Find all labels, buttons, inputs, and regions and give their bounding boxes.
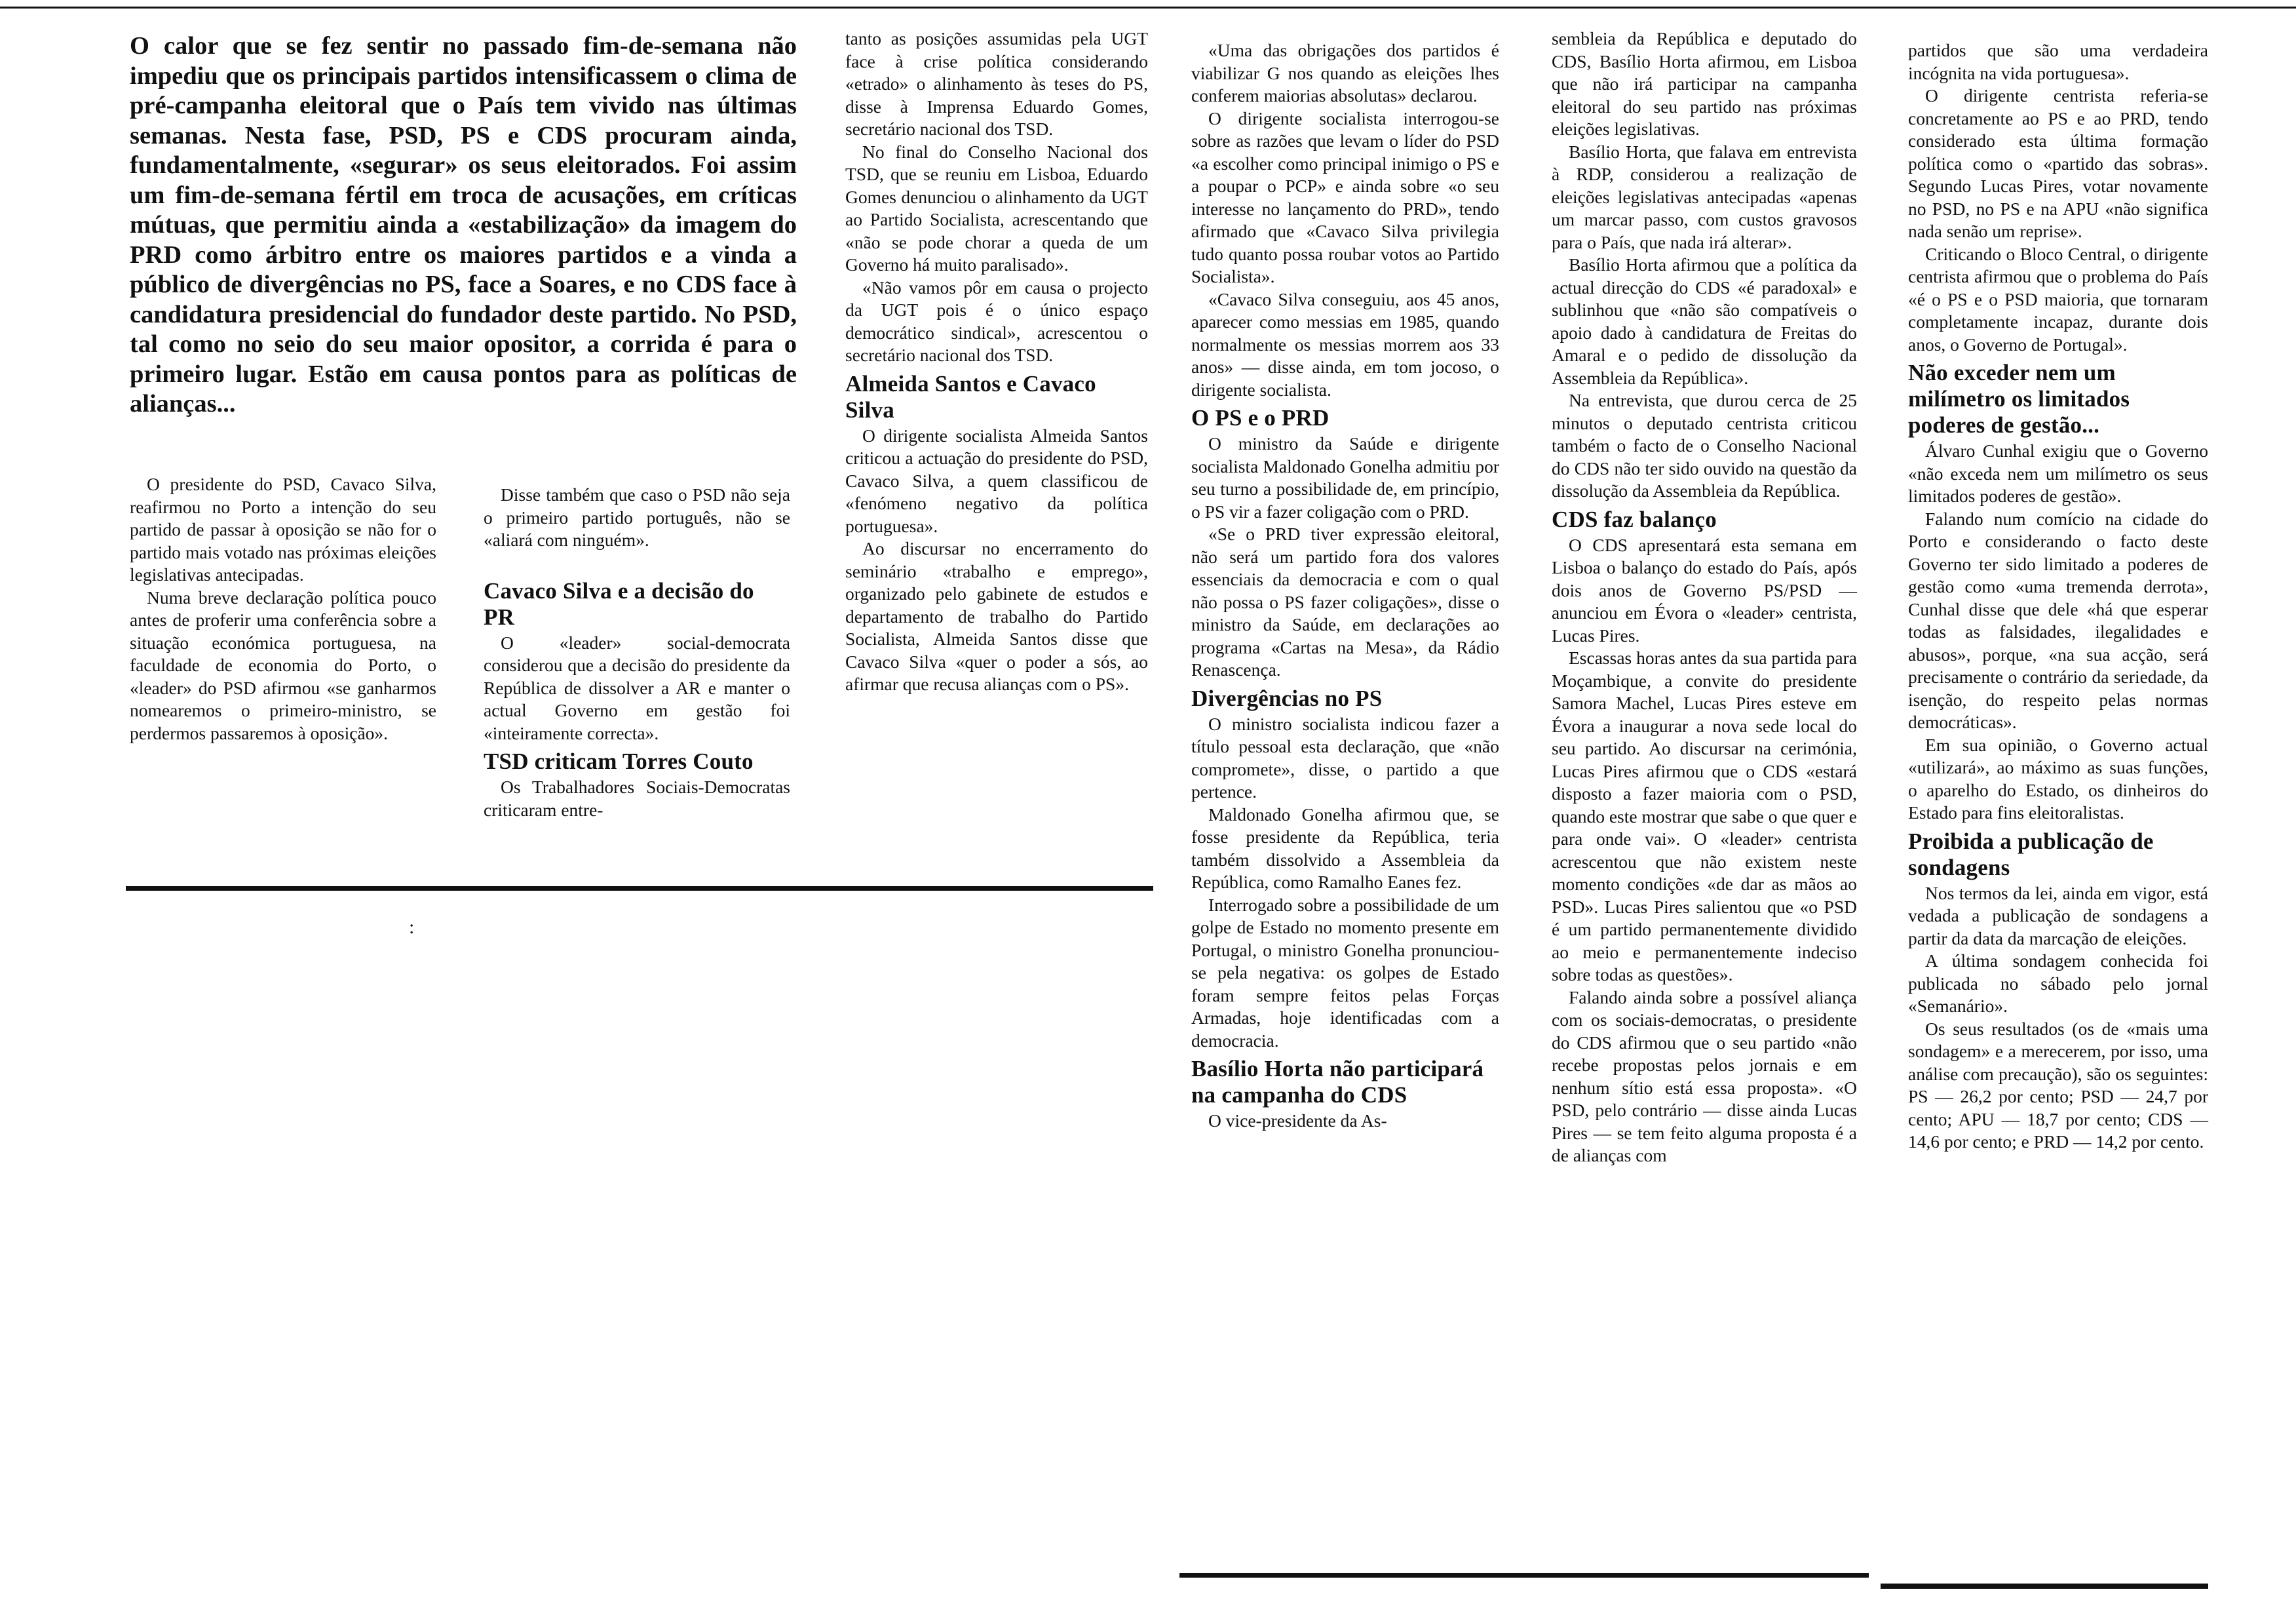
paragraph: Falando num comício na cidade do Porto e considerando o facto deste Governo ter sido limitado a poderes de gestão como «uma tremenda derrota», Cunhal disse que dele «há que esperar todas as falsidades, ilegalidades e abusos», porque, «na sua acção, será precisamente o contrário da seriedade, da isenção, do respeito pelas normas democráticas».	[1908, 508, 2208, 732]
column-rule-left	[126, 886, 1153, 891]
section-heading: Divergências no PS	[1191, 685, 1383, 711]
paragraph: Os seus resultados (os de «mais uma sondagem» e a merecerem, por isso, uma análise com precaução), são os seguintes: PS — 26,2 por cento; PSD — 24,7 por cento; APU — 18,7 por cento; CDS — 14,6 por cento; e PRD — 14,2 por cento.	[1908, 1018, 2208, 1152]
section-heading: Basílio Horta não participará na campanha do CDS	[1191, 1056, 1484, 1108]
section-heading: Cavaco Silva e a decisão do PR	[484, 577, 754, 630]
paragraph: A última sondagem conhecida foi publicada no sábado pelo jornal «Semanário».	[1908, 950, 2208, 1016]
article-lead: O calor que se fez sentir no passado fim-de-semana não impediu que os principais partidos intensificassem o clima de pré-campanha eleitoral que o País tem vivido nas últimas semanas. Nesta fase, PSD, PS e CDS procuram ainda, fundamentalmente, «segurar» os seus eleitorados. Foi assim um fim-de-semana fértil em troca de acusações, em críticas mútuas, que permitiu ainda a «estabilização» da imagem do PRD como árbitro entre os maiores partidos e a vinda a público de divergências no PS, face a Soares, e no CDS face à candidatura presidencial do fundador deste partido. No PSD, tal como no seio do seu maior opositor, a corrida é para o primeiro lugar. Estão em causa pontos para as políticas de alianças...	[130, 32, 797, 418]
stray-mark: :	[409, 916, 415, 938]
column-2	[484, 484, 790, 821]
paragraph: O vice-presidente da As-	[1208, 1110, 1387, 1131]
paragraph: Nos termos da lei, ainda em vigor, está vedada a publicação de sondagens a partir da data da marcação de eleições.	[1908, 882, 2208, 948]
paragraph: «Não vamos pôr em causa o projecto da UGT pois é o único espaço democrático sindical», acrescentou o secretário nacional dos TSD.	[845, 277, 1148, 365]
section-heading: Proibida a publicação de sondagens	[1908, 828, 2154, 880]
paragraph: O dirigente socialista interrogou-se sobre as razões que levam o líder do PSD «a escolher como principal inimigo o PS e a poupar o PCP» e ainda sobre «o seu interesse no lançamento do PRD», tendo afirmado que «Cavaco Silva privilegia tudo quanto possa roubar votos ao Partido Socialista».	[1191, 107, 1499, 286]
paragraph: «Cavaco Silva conseguiu, aos 45 anos, aparecer como messias em 1985, quando normalmente os messias morrem aos 33 anos» — disse ainda, em tom jocoso, o dirigente socialista.	[1191, 288, 1499, 400]
section-heading: Almeida Santos e Cavaco Silva	[845, 370, 1096, 423]
column-1	[130, 473, 436, 745]
paragraph: tanto as posições assumidas pela UGT face à crise política considerando «etrado» o alinhamento às teses do PS, disse à Imprensa Eduardo Gomes, secretário nacional dos TSD.	[845, 28, 1148, 139]
column-rule-center	[1179, 1573, 1869, 1578]
paragraph: «Uma das obrigações dos partidos é viabilizar G nos quando as eleições lhes conferem maiorias absolutas» declarou.	[1191, 40, 1499, 106]
paragraph: «Se o PRD tiver expressão eleitoral, não será um partido fora dos valores essenciais da democracia e com o qual não possa o PS fazer coligações», disse o ministro da Saúde, em declarações ao programa «Cartas na Mesa», da Rádio Renascença.	[1191, 524, 1499, 680]
paragraph: Escassas horas antes da sua partida para Moçambique, a convite do presidente Samora Machel, Lucas Pires esteve em Évora a inaugurar a nova sede local do seu partido. Ao discursar na cerimónia, Lucas Pires afirmou que o CDS «estará disposto a fazer maioria com o PSD, quando este mostrar que sabe o que quer e para onde vai». O «leader» centrista acrescentou que não existem neste momento condições «de dar as mãos ao PSD». Lucas Pires salientou que «o PSD é um partido permanentemente dividido ao meio e permanentemente indeciso sobre todas as questões».	[1552, 648, 1857, 984]
column-3	[845, 28, 1148, 696]
paragraph: Falando ainda sobre a possível aliança com os sociais-democratas, o presidente do CDS afirmou que o seu partido «não recebe propostas pelos jornais e em nenhum sítio está essa proposta». «O PSD, pelo contrário — disse ainda Lucas Pires — se tem feito alguma proposta é a de alianças com	[1552, 986, 1857, 1165]
section-heading: Não exceder nem um milímetro os limitados poderes de gestão...	[1908, 360, 2130, 438]
paragraph: Basílio Horta, que falava em entrevista à RDP, considerou a realização de eleições legislativas antecipadas «apenas um marcar passo, com custos gravosos para o País, que nada irá alterar».	[1552, 141, 1857, 252]
section-heading: O PS e o PRD	[1191, 405, 1330, 431]
paragraph: Os Trabalhadores Sociais-Democratas criticaram entre-	[484, 777, 790, 820]
column-4	[1191, 39, 1499, 1133]
paragraph: Maldonado Gonelha afirmou que, se fosse presidente da República, teria também dissolvido a Assembleia da República, como Ramalho Eanes fez.	[1191, 804, 1499, 892]
paragraph: O dirigente socialista Almeida Santos criticou a actuação do presidente do PSD, Cavaco Silva, a quem classificou de «fenómeno negativo da política portuguesa».	[845, 425, 1148, 536]
section-heading: CDS faz balanço	[1552, 506, 1717, 532]
paragraph: Disse também que caso o PSD não seja o primeiro partido português, não se «aliará com ninguém».	[484, 484, 790, 550]
column-5	[1552, 28, 1857, 1167]
paragraph: Álvaro Cunhal exigiu que o Governo «não exceda nem um milímetro os seus limitados poderes de gestão».	[1908, 440, 2208, 506]
column-rule-right	[1881, 1584, 2208, 1589]
paragraph: Interrogado sobre a possibilidade de um golpe de Estado no momento presente em Portugal, o ministro Gonelha pronunciou-se pela negativa: os golpes de Estado foram sempre feitos pelas Forças Armadas, hoje identificadas com a democracia.	[1191, 894, 1499, 1051]
section-heading: TSD criticam Torres Couto	[484, 749, 754, 774]
paragraph: Na entrevista, que durou cerca de 25 minutos o deputado centrista criticou também o facto de o Conselho Nacional do CDS não ter sido ouvido na questão da dissolução da Assembleia da República.	[1552, 390, 1857, 501]
paragraph: O «leader» social-democrata considerou que a decisão do presidente da República de dissolver a AR e manter o actual Governo em gestão foi «inteiramente correcta».	[484, 632, 790, 743]
paragraph: O CDS apresentará esta semana em Lisboa o balanço do estado do País, após dois anos de Governo PS/PSD — anunciou em Évora o «leader» centrista, Lucas Pires.	[1552, 534, 1857, 646]
paragraph: sembleia da República e deputado do CDS, Basílio Horta afirmou, em Lisboa que não irá participar na campanha eleitoral do seu partido nas próximas eleições legislativas.	[1552, 28, 1857, 139]
column-6	[1908, 39, 2208, 1154]
paragraph: O ministro socialista indicou fazer a título pessoal esta declaração, que «não compromete», disse, o partido a que pertence.	[1191, 713, 1499, 802]
paragraph: No final do Conselho Nacional dos TSD, que se reuniu em Lisboa, Eduardo Gomes denunciou o alinhamento da UGT ao Partido Socialista, acrescentando que «não se pode chorar a queda de um Governo há muito paralisado».	[845, 141, 1148, 275]
paragraph: Em sua opinião, o Governo actual «utilizará», ao máximo as suas funções, o aparelho do Estado, os dinheiros do Estado para fins eleitoralistas.	[1908, 734, 2208, 823]
top-edge-line	[0, 7, 2296, 9]
paragraph: O dirigente centrista referia-se concretamente ao PS e ao PRD, tendo considerado esta última formação política como o «partido das sobras». Segundo Lucas Pires, votar novamente no PSD, no PS e na APU «não significa nada senão um reprise».	[1908, 85, 2208, 241]
paragraph: O ministro da Saúde e dirigente socialista Maldonado Gonelha admitiu por seu turno a possibilidade de, em princípio, o PS vir a fazer coligação com o PRD.	[1191, 433, 1499, 522]
paragraph: Numa breve declaração política pouco antes de proferir uma conferência sobre a situação económica portuguesa, na faculdade de economia do Porto, o «leader» do PSD afirmou «se ganharmos nomearemos o primeiro-ministro, se perdermos passaremos à oposição».	[130, 587, 436, 743]
paragraph: Ao discursar no encerramento do seminário «trabalho e emprego», organizado pelo gabinete de estudos e departamento de trabalho do Partido Socialista, Almeida Santos disse que Cavaco Silva «quer o poder a sós, ao afirmar que recusa alianças com o PS».	[845, 538, 1148, 694]
paragraph: partidos que são uma verdadeira incógnita na vida portuguesa».	[1908, 40, 2208, 83]
paragraph: Basílio Horta afirmou que a política da actual direcção do CDS «é paradoxal» e sublinhou que «não são compatíveis o apoio dado à candidatura de Freitas do Amaral e o pedido de dissolução da Assembleia da República».	[1552, 254, 1857, 388]
paragraph: O presidente do PSD, Cavaco Silva, reafirmou no Porto a intenção do seu partido de passar à oposição se não for o partido mais votado nas próximas eleições legislativas antecipadas.	[130, 474, 436, 585]
paragraph: Criticando o Bloco Central, o dirigente centrista afirmou que o problema do País «é o PS e o PSD maioria, que tornaram completamente incapaz, durante dois anos, o Governo de Portugal».	[1908, 243, 2208, 355]
